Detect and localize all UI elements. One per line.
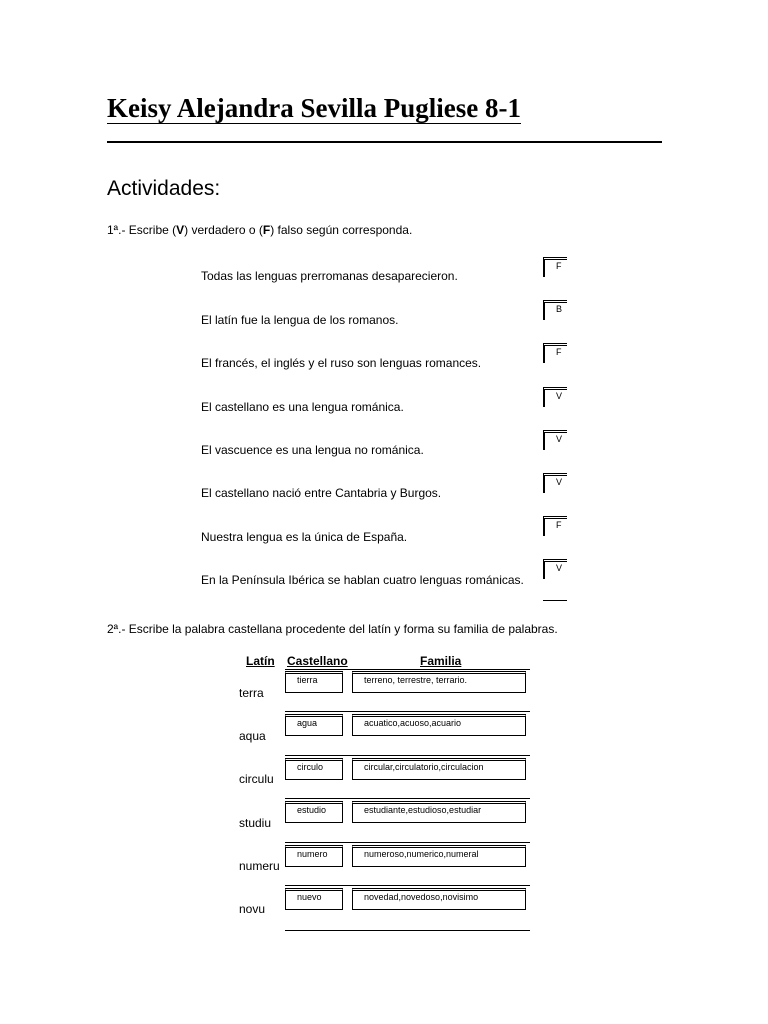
latin-word: terra — [239, 686, 264, 700]
latin-word: novu — [239, 902, 266, 916]
familia-field[interactable] — [352, 888, 526, 910]
header-rule-familia — [352, 669, 530, 670]
familia-field[interactable] — [352, 845, 526, 867]
castellano-field[interactable] — [285, 714, 343, 736]
answer-5: V — [556, 434, 563, 444]
answer-7: F — [556, 520, 562, 530]
latin-word: numeru — [239, 859, 280, 873]
familia-field[interactable] — [352, 801, 526, 823]
answer-box-3[interactable] — [543, 343, 567, 363]
castellano-value: circulo — [297, 762, 324, 772]
castellano-value: estudio — [297, 805, 327, 815]
section-title: Actividades: — [107, 177, 221, 200]
latin-word: studiu — [239, 816, 272, 830]
question-1-prompt — [107, 223, 412, 237]
statement-4: El castellano es una lengua románica. — [201, 400, 404, 414]
familia-value: numeroso,numerico,numeral — [364, 849, 479, 859]
row-separator — [285, 798, 530, 799]
answer-box-7[interactable] — [543, 516, 567, 536]
familia-field[interactable] — [352, 714, 526, 736]
answer-box-4[interactable] — [543, 387, 567, 407]
castellano-field[interactable] — [285, 758, 343, 780]
document-title: Keisy Alejandra Sevilla Pugliese 8-1 — [107, 93, 521, 123]
header-familia: Familia — [420, 654, 462, 668]
latin-word: aqua — [239, 729, 266, 743]
familia-value: circular,circulatorio,circulacion — [364, 762, 484, 772]
header-castellano: Castellano — [287, 654, 348, 668]
question-1-f: F — [262, 223, 271, 237]
question-2-prompt: 2ª.- Escribe la palabra castellana procedente del latín y forma su familia de palabras. — [107, 622, 558, 636]
latin-word: circulu — [239, 772, 274, 786]
answer-2: B — [556, 304, 563, 314]
castellano-field[interactable] — [285, 671, 343, 693]
statement-7: Nuestra lengua es la única de España. — [201, 530, 408, 544]
castellano-value: tierra — [297, 675, 318, 685]
statement-2: El latín fue la lengua de los romanos. — [201, 313, 399, 327]
question-1-mid: ) verdadero o ( — [184, 223, 263, 237]
castellano-value: numero — [297, 849, 328, 859]
familia-value: acuatico,acuoso,acuario — [364, 718, 462, 728]
castellano-value: agua — [297, 718, 318, 728]
row-separator — [285, 755, 530, 756]
header-latin: Latín — [246, 654, 275, 668]
table-bottom-rule-familia — [352, 930, 530, 931]
answer-box-2[interactable] — [543, 300, 567, 320]
statement-6: El castellano nació entre Cantabria y Burgos. — [201, 486, 442, 500]
familia-field[interactable] — [352, 671, 526, 693]
answer-6: V — [556, 477, 563, 487]
answer-box-6[interactable] — [543, 473, 567, 493]
castellano-field[interactable] — [285, 888, 343, 910]
statement-3: El francés, el inglés y el ruso son lenguas romances. — [201, 356, 482, 370]
answer-box-5[interactable] — [543, 430, 567, 450]
familia-value: estudiante,estudioso,estudiar — [364, 805, 482, 815]
question-1-v: V — [176, 223, 185, 237]
answer-8: V — [556, 563, 563, 573]
familia-field[interactable] — [352, 758, 526, 780]
statement-1: Todas las lenguas prerromanas desaparecieron. — [201, 269, 458, 283]
row-separator — [285, 842, 530, 843]
header-rule-castellano — [285, 669, 352, 670]
question-1-pre: .- Escribe ( — [118, 223, 177, 237]
table-bottom-rule-castellano — [285, 930, 352, 931]
familia-value: terreno, terrestre, terrario. — [364, 675, 468, 685]
question-1-number: 1ª — [107, 223, 119, 237]
castellano-field[interactable] — [285, 845, 343, 867]
answer-column-end-line — [543, 600, 567, 601]
statement-5: El vascuence es una lengua no románica. — [201, 443, 424, 457]
answer-1: F — [556, 261, 562, 271]
answer-3: F — [556, 347, 562, 357]
answer-4: V — [556, 391, 563, 401]
castellano-value: nuevo — [297, 892, 322, 902]
answer-box-1[interactable] — [543, 257, 567, 277]
answer-box-8[interactable] — [543, 559, 567, 579]
row-separator — [285, 885, 530, 886]
familia-value: novedad,novedoso,novisimo — [364, 892, 479, 902]
castellano-field[interactable] — [285, 801, 343, 823]
statement-8: En la Península Ibérica se hablan cuatro lenguas románicas. — [201, 573, 524, 587]
question-1-post: ) falso según corresponda. — [270, 223, 413, 237]
row-separator — [285, 711, 530, 712]
title-divider — [107, 141, 662, 143]
